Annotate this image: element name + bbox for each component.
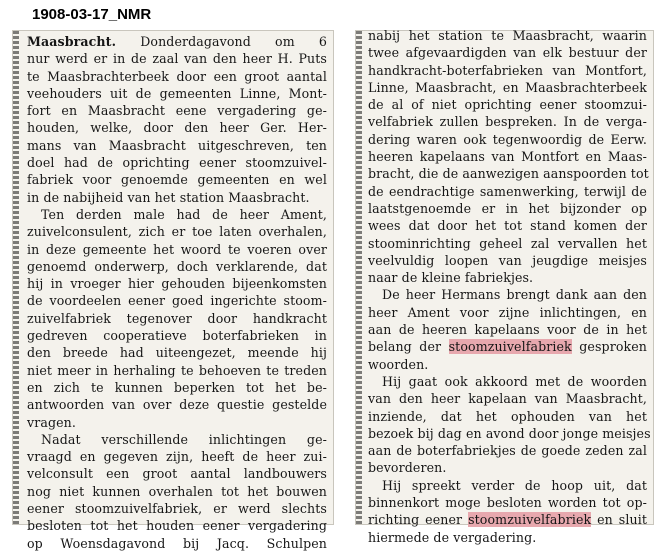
torn-edge [356, 31, 362, 524]
text-line: nabij het station te Maasbracht, waarin [368, 28, 647, 43]
torn-edge [13, 31, 19, 524]
text-line: niet meer in herhaling te behoeven te treden [27, 362, 327, 378]
text-line: Ten derden male had de heer Ament, [41, 206, 327, 222]
text-line: handkracht-boterfabrieken van Montfort, [368, 62, 647, 78]
text-line: te Maasbrachterbeek door een groot aantal [27, 68, 327, 84]
text-line: mans van Maasbracht uitgeschreven, ten [27, 137, 327, 153]
text-line: de voordeelen eener goed ingerichte stoom- [27, 293, 327, 309]
text-line: De heer Hermans brengt dank aan den [382, 287, 647, 303]
text-line: op Woensdagavond bij Jacq. Schulpen [27, 535, 327, 551]
newspaper-column-left [12, 30, 334, 551]
text-line: inziende, dat het ophouden van het [368, 408, 647, 424]
text-line: vraagd en gegeven zijn, heeft de heer zui- [27, 449, 327, 465]
text-line: veelvuldig loopen van jeugdige meisjes [368, 252, 647, 268]
text-line: woorden. [368, 356, 429, 372]
text-line: antwoorden van over deze questie gestelde [27, 397, 327, 413]
text-line: aan de boterfabriekjes de goede zeden zal [368, 443, 647, 459]
highlighted-term: stoomzuivelfabriek [468, 512, 592, 528]
text-line: Maasbracht. Donderdagavond om 6 [27, 34, 327, 49]
text-line: hiermede de vergadering. [368, 529, 537, 545]
text-line: in deze gemeente het woord te voeren over [27, 241, 327, 257]
text-line: de eendrachtige samenwerking, terwijl de [368, 183, 647, 199]
article-text-right [368, 27, 651, 546]
text-line: stoominrichting geheel zal vervallen het [368, 235, 647, 251]
text-line: wees dat door het tot stand komen der [368, 218, 647, 234]
text-line: doel had de oprichting eener stoomzuivel- [27, 155, 327, 171]
text-line: vragen. [27, 414, 76, 430]
text-line: gedreven cooperatieve boterfabrieken in [27, 328, 327, 344]
text-line: fort en Maasbracht eene vergadering ge- [27, 103, 327, 119]
text-line: en zich te kunnen beperken tot het be- [27, 379, 327, 395]
text-line: naar de kleine fabriekjes. [368, 270, 534, 286]
text-line: velconsult een groot aantal landbouwers [27, 466, 327, 482]
text-line: zuivelfabriek tegenover door handkracht [27, 310, 327, 326]
text-line: bezoek bij dag en avond door jonge meisjes [368, 425, 651, 441]
date-source-label: 1908-03-17_NMR [32, 6, 152, 23]
text-line: Linne, Maasbracht, en Maasbrachterbeek [368, 79, 647, 95]
text-line: richting eener stoomzuivelfabriek en sluit [368, 512, 647, 528]
text-line: nog niet kunnen overhalen tot het bouwen [27, 483, 327, 499]
text-line: laatstgenoemde er in het bijzonder op [368, 200, 647, 216]
text-line: bevorderen. [368, 460, 447, 476]
text-line: nur werd er in de zaal van den heer H. Puts [27, 51, 327, 67]
text-line: de al of niet oprichting eener stoomzui- [368, 97, 647, 113]
text-line: bracht, die de aanwezigen aanspoorden tot [368, 166, 649, 182]
text-line: dering waren ook tegenwoordig de Eerw. [368, 131, 647, 147]
text-line: besloten tot het houden eener vergadering [27, 518, 327, 534]
place-name: Maasbracht. [27, 34, 117, 49]
text-line: Hij spreekt verder de hoop uit, dat [382, 477, 647, 493]
text-line: eener stoomzuivelfabriek, er werd slechts [27, 501, 327, 517]
highlighted-term: stoomzuivelfabriek [448, 339, 572, 355]
text-line: belang der stoomzuivelfabriek gesproken [368, 339, 647, 355]
text-line: Nadat verschillende inlichtingen ge- [41, 431, 327, 447]
text-line: aan de heeren kapelaans voor de in het [368, 322, 647, 338]
text-line: velfabriek zullen bespreken. In de verga- [368, 114, 647, 130]
article-text-left [27, 33, 327, 552]
text-line: Hij gaat ook akkoord met de woorden [382, 373, 647, 389]
text-line: in de nabijheid van het station Maasbracht. [27, 189, 310, 205]
text-line: genoemd onderwerp, doch verklarende, dat [27, 258, 327, 274]
text-line: hij in vroeger hier gehouden bijeenkomsten [27, 276, 327, 292]
text-line: zuivelconsulent, zich er toe laten overhalen, [27, 224, 327, 240]
text-line: den breede had uiteengezet, meende hij [27, 345, 327, 361]
text-line: fabriek voor genoemde gemeenten en wel [27, 172, 327, 188]
text-line: veehouders uit de gemeenten Linne, Mont- [27, 85, 327, 101]
text-line: van den heer kapelaan van Maasbracht, [368, 391, 647, 407]
text-line: heeren kapelaans van Montfort en Maas- [368, 149, 647, 165]
text-line: houden, welke, door den heer Ger. Her- [27, 120, 327, 136]
text-line: heer Ament voor zijne inlichtingen, en [368, 304, 647, 320]
newspaper-column-right [355, 28, 654, 545]
text-line: binnenkort moge besloten worden tot op- [368, 495, 647, 511]
text-line: twee afgevaardigden van elk bestuur der [368, 45, 647, 61]
